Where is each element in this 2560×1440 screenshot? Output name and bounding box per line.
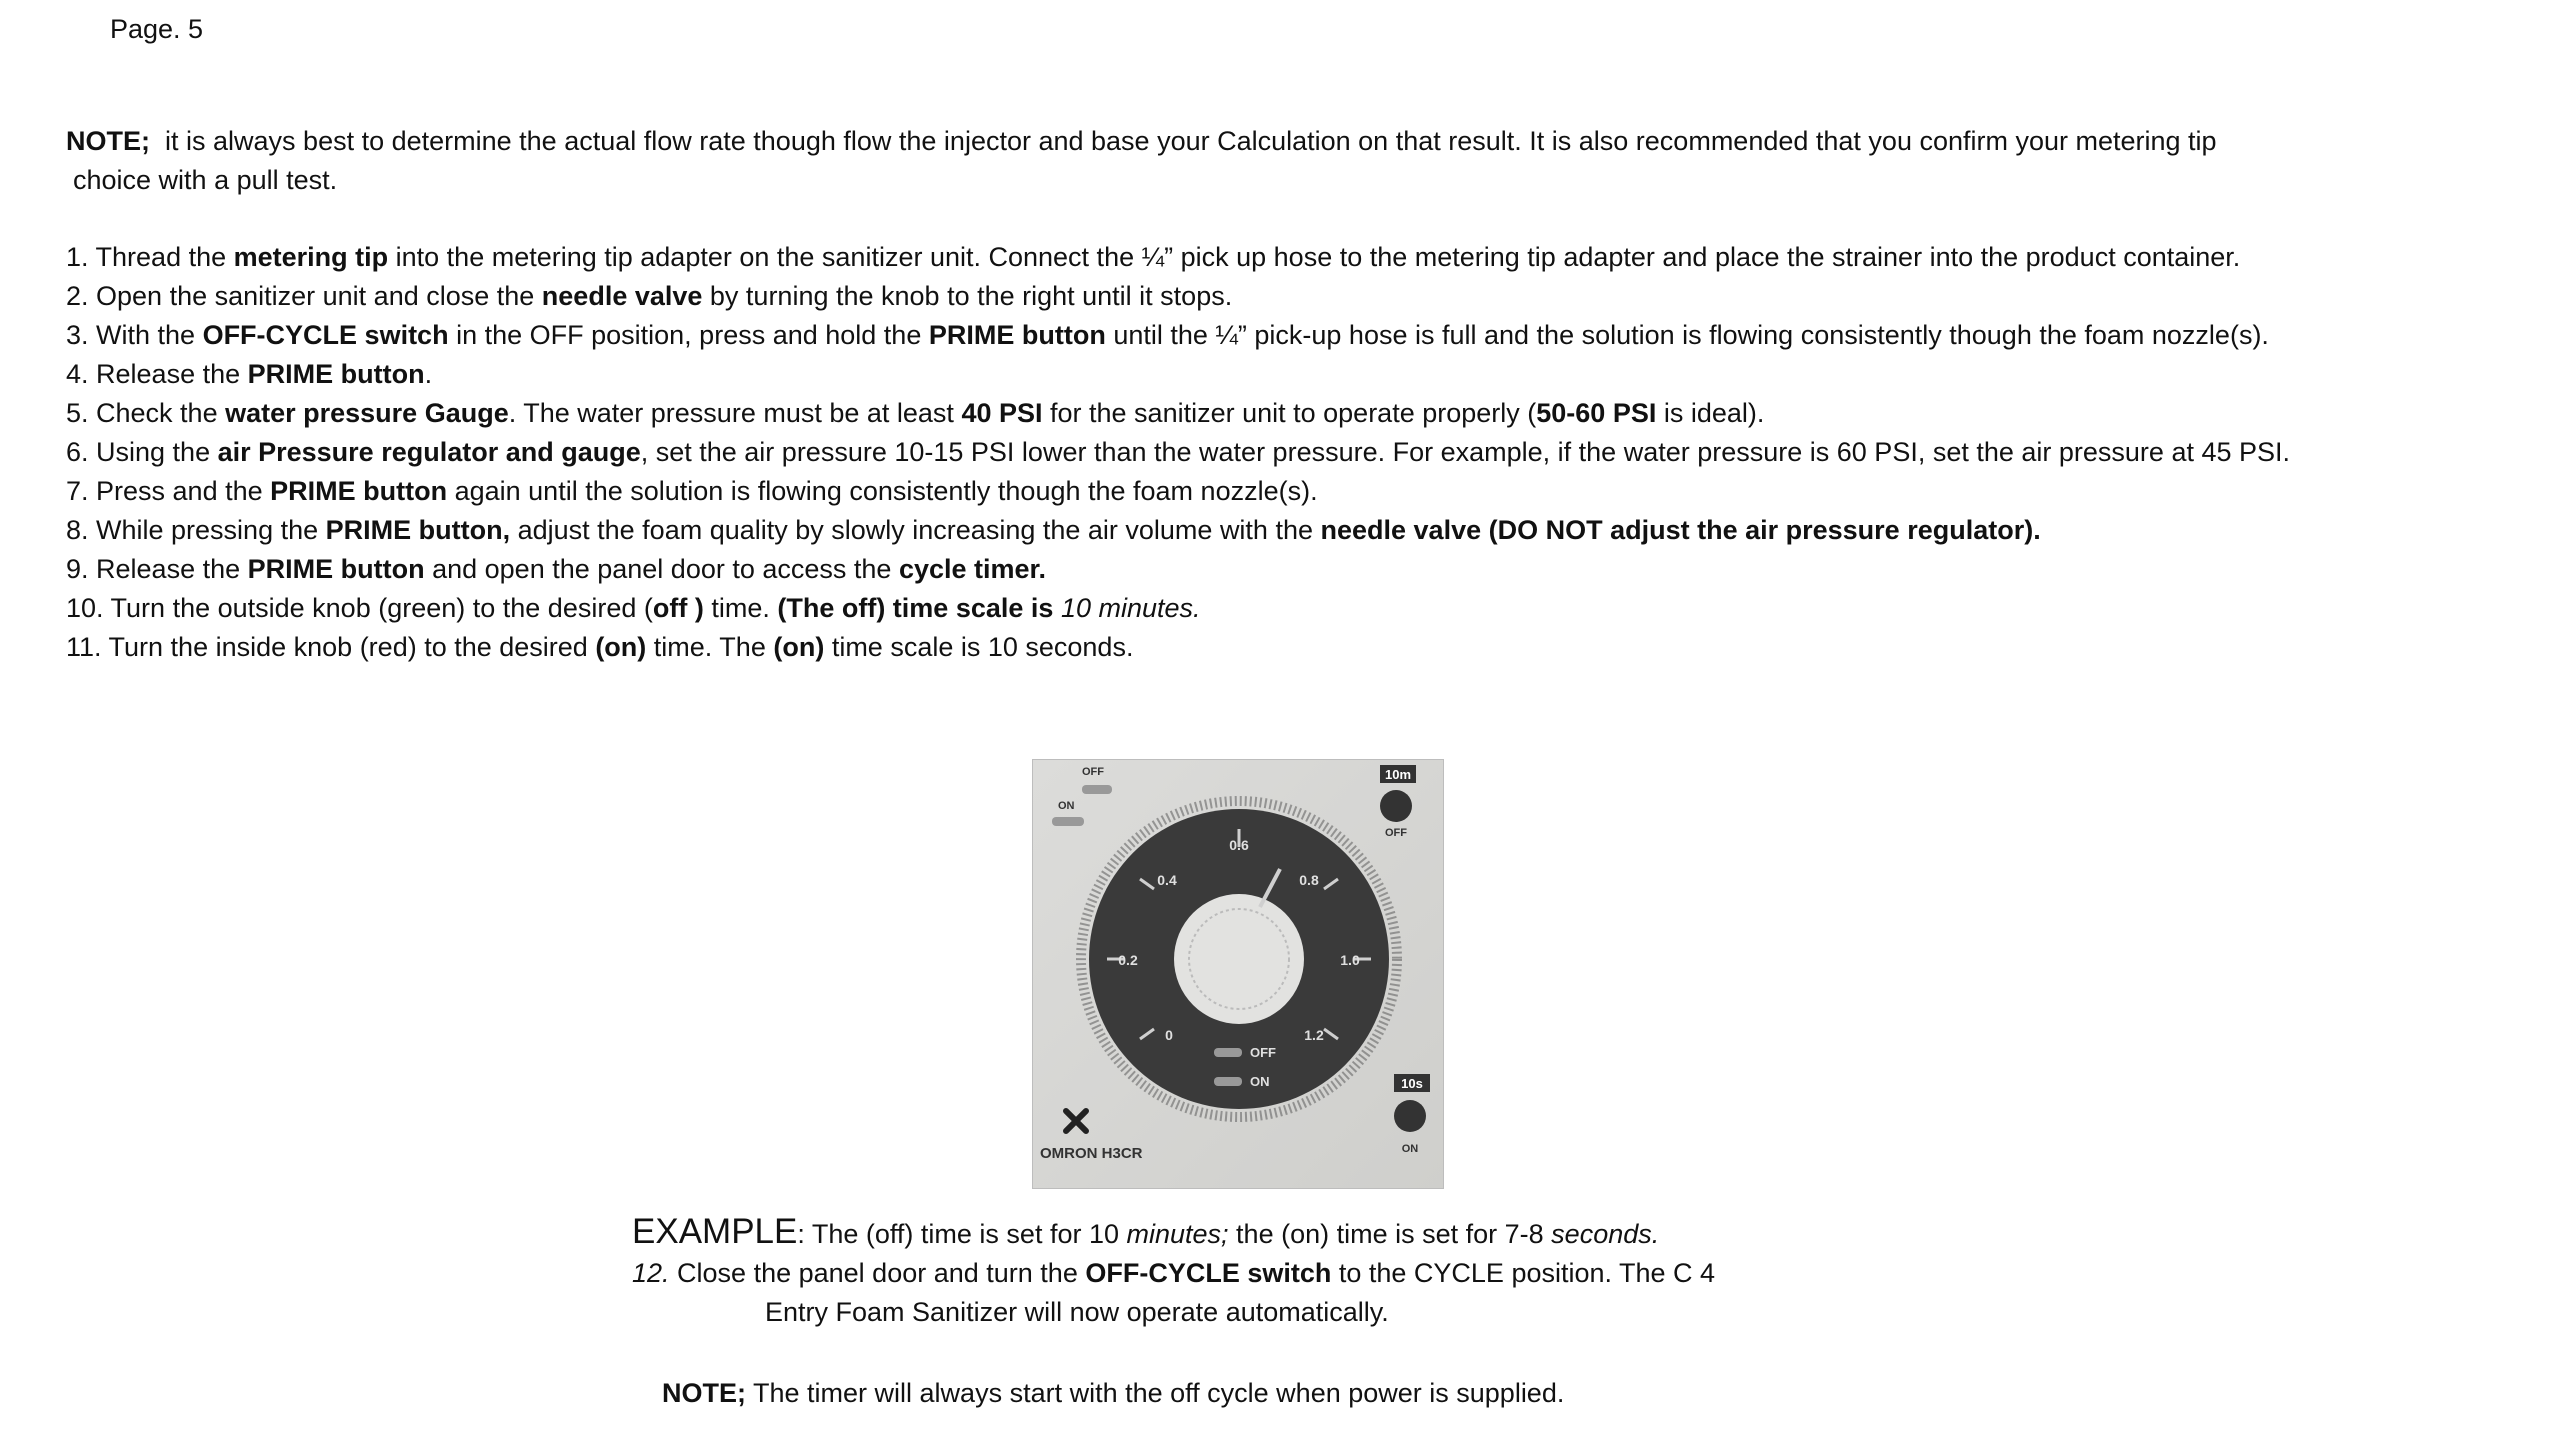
brand-label: OMRON H3CR bbox=[1040, 1145, 1143, 1162]
right-on-label: ON bbox=[1401, 1143, 1419, 1155]
timer-dial-image bbox=[1032, 759, 1444, 1189]
tick-label: 0.2 bbox=[1118, 952, 1138, 968]
top-note bbox=[66, 122, 2486, 200]
step-10: 10. Turn the outside knob (green) to the desired (off ) time. (The off) time scale is 10 minutes. bbox=[66, 593, 1201, 623]
center-off-label: OFF bbox=[1250, 1045, 1276, 1060]
step-6: 6. Using the air Pressure regulator and gauge, set the air pressure 10-15 PSI lower than the water pressure. For example, if the water pressure is 60 PSI, set the air pressure at 45 PSI. bbox=[66, 437, 2291, 467]
example-block bbox=[632, 1212, 1715, 1332]
example-label: EXAMPLE bbox=[632, 1212, 798, 1251]
range-bottom-label: 10s bbox=[1401, 1076, 1423, 1091]
step-12-line2: Entry Foam Sanitizer will now operate automatically. bbox=[765, 1297, 1389, 1327]
example-line: EXAMPLE: The (off) time is set for 10 minutes; the (on) time is set for 7-8 seconds. bbox=[632, 1212, 1660, 1251]
instruction-steps bbox=[66, 238, 2506, 667]
off-knob bbox=[1380, 790, 1412, 822]
note-text: it is always best to determine the actual flow rate though flow the injector and base your Calculation on that result. It is also recommended that you confirm your metering tip bbox=[165, 126, 2217, 156]
right-off-label: OFF bbox=[1385, 827, 1407, 839]
bottom-note bbox=[662, 1378, 1564, 1409]
tick-label: 0 bbox=[1165, 1027, 1173, 1043]
page-number: Page. 5 bbox=[110, 14, 204, 44]
center-on-label: ON bbox=[1250, 1074, 1270, 1089]
step-7: 7. Press and the PRIME button again until the solution is flowing consistently though the foam nozzle(s). bbox=[66, 476, 1318, 506]
top-off-label: OFF bbox=[1082, 766, 1104, 778]
top-note-line1 bbox=[66, 122, 2486, 161]
on-knob bbox=[1394, 1100, 1426, 1132]
range-top-label: 10m bbox=[1384, 767, 1412, 782]
tick-label: 0.6 bbox=[1229, 837, 1249, 853]
tick-label: 1.2 bbox=[1304, 1027, 1324, 1043]
top-on-label: ON bbox=[1058, 800, 1075, 812]
tick-label: 0.4 bbox=[1157, 872, 1177, 888]
step-1: 1. Thread the metering tip into the metering tip adapter on the sanitizer unit. Connect the ¼” pick up hose to the metering tip adapter and place the strainer into the product container. bbox=[66, 242, 2241, 272]
step-2: 2. Open the sanitizer unit and close the needle valve by turning the knob to the right until it stops. bbox=[66, 281, 1233, 311]
step-12: 12. Close the panel door and turn the OFF-CYCLE switch to the CYCLE position. The C 4 bbox=[632, 1258, 1716, 1288]
step-9: 9. Release the PRIME button and open the panel door to access the cycle timer. bbox=[66, 554, 1047, 584]
note-label: NOTE; bbox=[662, 1378, 746, 1408]
step-11: 11. Turn the inside knob (red) to the desired (on) time. The (on) time scale is 10 seconds. bbox=[66, 632, 1134, 662]
tick-label: 0.8 bbox=[1299, 872, 1319, 888]
step-3: 3. With the OFF-CYCLE switch in the OFF position, press and hold the PRIME button until the ¼” pick-up hose is full and the solution is flowing consistently though the foam nozzle(s). bbox=[66, 320, 2269, 350]
step-4: 4. Release the PRIME button. bbox=[66, 359, 433, 389]
top-note-line2: choice with a pull test. bbox=[73, 165, 338, 195]
step-8: 8. While pressing the PRIME button, adjust the foam quality by slowly increasing the air volume with the needle valve (DO NOT adjust the air pressure regulator). bbox=[66, 515, 2041, 545]
step-5: 5. Check the water pressure Gauge. The water pressure must be at least 40 PSI for the sanitizer unit to operate properly (50-60 PSI is ideal). bbox=[66, 398, 1765, 428]
tick-label: 1.0 bbox=[1340, 952, 1360, 968]
note-label: NOTE; bbox=[66, 126, 150, 156]
note-text: The timer will always start with the off cycle when power is supplied. bbox=[746, 1378, 1565, 1408]
